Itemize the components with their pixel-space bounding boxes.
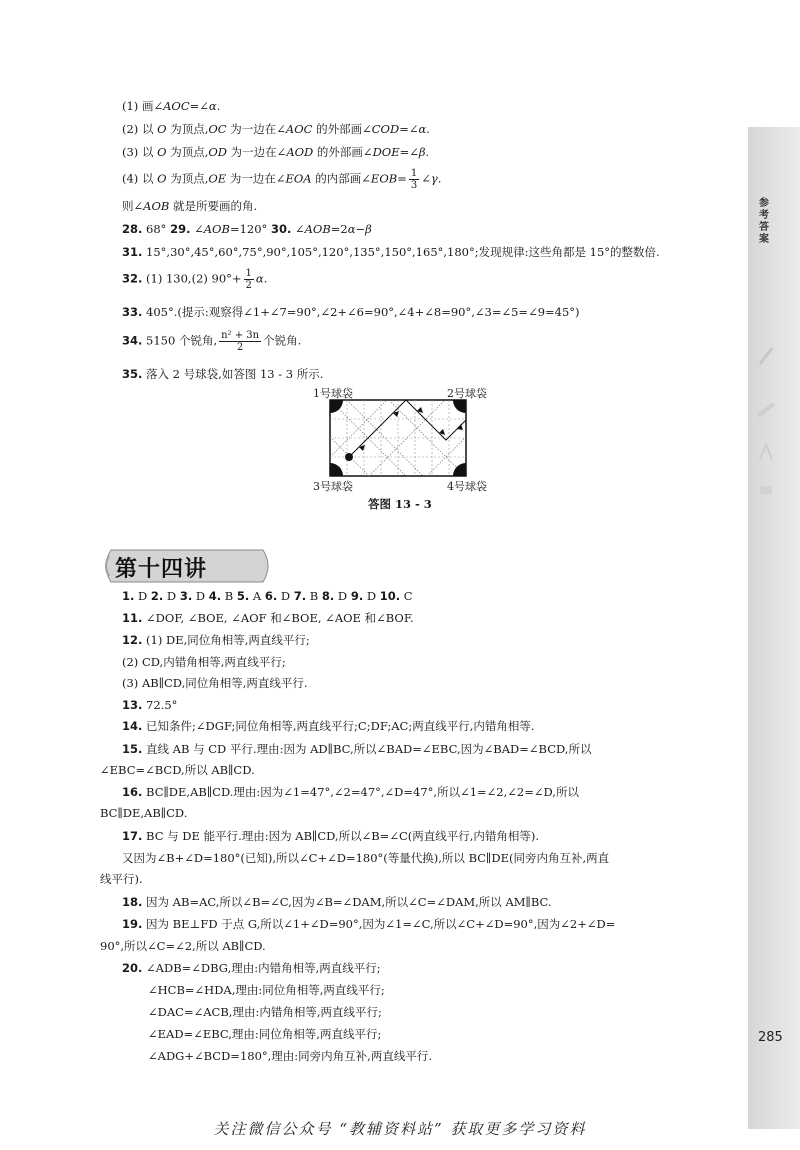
section-banner (103, 548, 273, 584)
answer-line: 19. 因为 BE⊥FD 于点 G,所以∠1+∠D=90°,因为∠1=∠C,所以∠C+∠D=90°,因为∠2+∠D= (122, 917, 616, 931)
answer-line: 14. 已知条件;∠DGF;同位角相等,两直线平行;C;DF;AC;两直线平行,内错角相等. (122, 719, 535, 733)
side-tab-char: 参 (759, 198, 769, 209)
answer-line: (4) 以 O 为顶点,OE 为一边在∠EOA 的内部画∠EOB= $\frac{1}{3}$ ∠γ. (122, 168, 442, 191)
answer-line: ∠ADG+∠BCD=180°,理由:同旁内角互补,两直线平行. (148, 1049, 432, 1063)
side-tab-char: 案 (759, 234, 769, 245)
fraction: $\frac{1}{3}$ (410, 168, 418, 191)
answer-line: ∠EBC=∠BCD,所以 AB∥CD. (100, 763, 255, 777)
section-heading: 第十四讲 (115, 556, 208, 582)
answer-line: 11. ∠DOF, ∠BOE, ∠AOF 和∠BOE, ∠AOE 和∠BOF. (122, 611, 414, 625)
answer-line: 90°,所以∠C=∠2,所以 AB∥CD. (100, 939, 266, 953)
pocket-label: 1号球袋 (313, 387, 353, 400)
side-tab (748, 127, 800, 1129)
fraction: $\frac{1}{2}$ (245, 268, 252, 291)
answer-line: 线平行). (100, 872, 143, 886)
answer-line: 15. 直线 AB 与 CD 平行.理由:因为 AD∥BC,所以∠BAD=∠EBC,因为∠BAD=∠BCD,所以 (122, 742, 592, 756)
figure-caption: 答图 13 - 3 (368, 497, 432, 511)
answer-line: (3) AB∥CD,同位角相等,两直线平行. (122, 676, 308, 690)
fraction: $\frac{\text{n² + 3n}}{2}$ (221, 330, 260, 353)
compass-icon (754, 440, 778, 464)
answer-line: (2) CD,内错角相等,两直线平行; (122, 655, 286, 669)
answer-line: 20. ∠ADB=∠DBG,理由:内错角相等,两直线平行; (122, 961, 381, 975)
page-number: 285 (758, 1030, 783, 1045)
pocket-label: 3号球袋 (313, 480, 353, 493)
pocket-label: 2号球袋 (447, 387, 487, 400)
answer-line: 35. 落入 2 号球袋,如答图 13 - 3 所示. (122, 367, 324, 381)
answer-line: ∠HCB=∠HDA,理由:同位角相等,两直线平行; (148, 983, 385, 997)
answer-line: 18. 因为 AB=AC,所以∠B=∠C,因为∠B=∠DAM,所以∠C=∠DAM,所以 AM∥BC. (122, 895, 552, 909)
answer-line: (2) 以 O 为顶点,OC 为一边在∠AOC 的外部画∠COD=∠α. (122, 122, 430, 136)
answer-line: 13. 72.5° (122, 698, 178, 712)
ball (345, 453, 353, 461)
answer-line: 28. 68° 29. ∠AOB=120° 30. ∠AOB=2α−β (122, 222, 372, 236)
side-tab-label (756, 198, 772, 246)
answer-line: ∠DAC=∠ACB,理由:内错角相等,两直线平行; (148, 1005, 382, 1019)
answer-line: 又因为∠B+∠D=180°(已知),所以∠C+∠D=180°(等量代换),所以 BC∥DE(同旁内角互补,两直 (122, 851, 610, 865)
side-tab-char: 答 (759, 222, 769, 233)
ruler-icon (754, 398, 778, 422)
answer-line: (1) 画∠AOC=∠α. (122, 99, 221, 113)
answer-line: 32. (1) 130,(2) 90°+ $\frac{1}{2}$ α. (122, 268, 268, 291)
pocket-label: 4号球袋 (447, 480, 487, 493)
answer-line: 33. 405°.(提示:观察得∠1+∠7=90°,∠2+∠6=90°,∠4+∠8=90°,∠3=∠5=∠9=45°) (122, 305, 580, 319)
footer-promo: 关注微信公众号 “教辅资料站” 获取更多学习资料 (213, 1120, 587, 1138)
pencil-icon (754, 344, 778, 368)
side-tab-char: 考 (759, 210, 769, 221)
answer-line: 则∠AOB 就是所要画的角. (122, 199, 258, 213)
billiard-table-diagram (329, 399, 467, 477)
answer-line: BC∥DE,AB∥CD. (100, 806, 188, 820)
answer-line: ∠EAD=∠EBC,理由:同位角相等,两直线平行; (148, 1027, 382, 1041)
answer-line: 31. 15°,30°,45°,60°,75°,90°,105°,120°,135°,150°,165°,180°;发现规律:这些角都是 15°的整数倍. (122, 245, 660, 259)
answer-line: 17. BC 与 DE 能平行.理由:因为 AB∥CD,所以∠B=∠C(两直线平行,内错角相等). (122, 829, 540, 843)
eraser-icon (754, 478, 778, 502)
answer-line: 1. D 2. D 3. D 4. B 5. A 6. D 7. B 8. D 9. D 10. C (122, 589, 413, 603)
answer-line: 34. 5150 个锐角, $\frac{\text{n² + 3n}}{2}$ 个锐角. (122, 330, 302, 353)
answer-line: 12. (1) DE,同位角相等,两直线平行; (122, 633, 310, 647)
answer-line: (3) 以 O 为顶点,OD 为一边在∠AOD 的外部画∠DOE=∠β. (122, 145, 430, 159)
answer-line: 16. BC∥DE,AB∥CD.理由:因为∠1=47°,∠2=47°,∠D=47°,所以∠1=∠2,∠2=∠D,所以 (122, 785, 579, 799)
